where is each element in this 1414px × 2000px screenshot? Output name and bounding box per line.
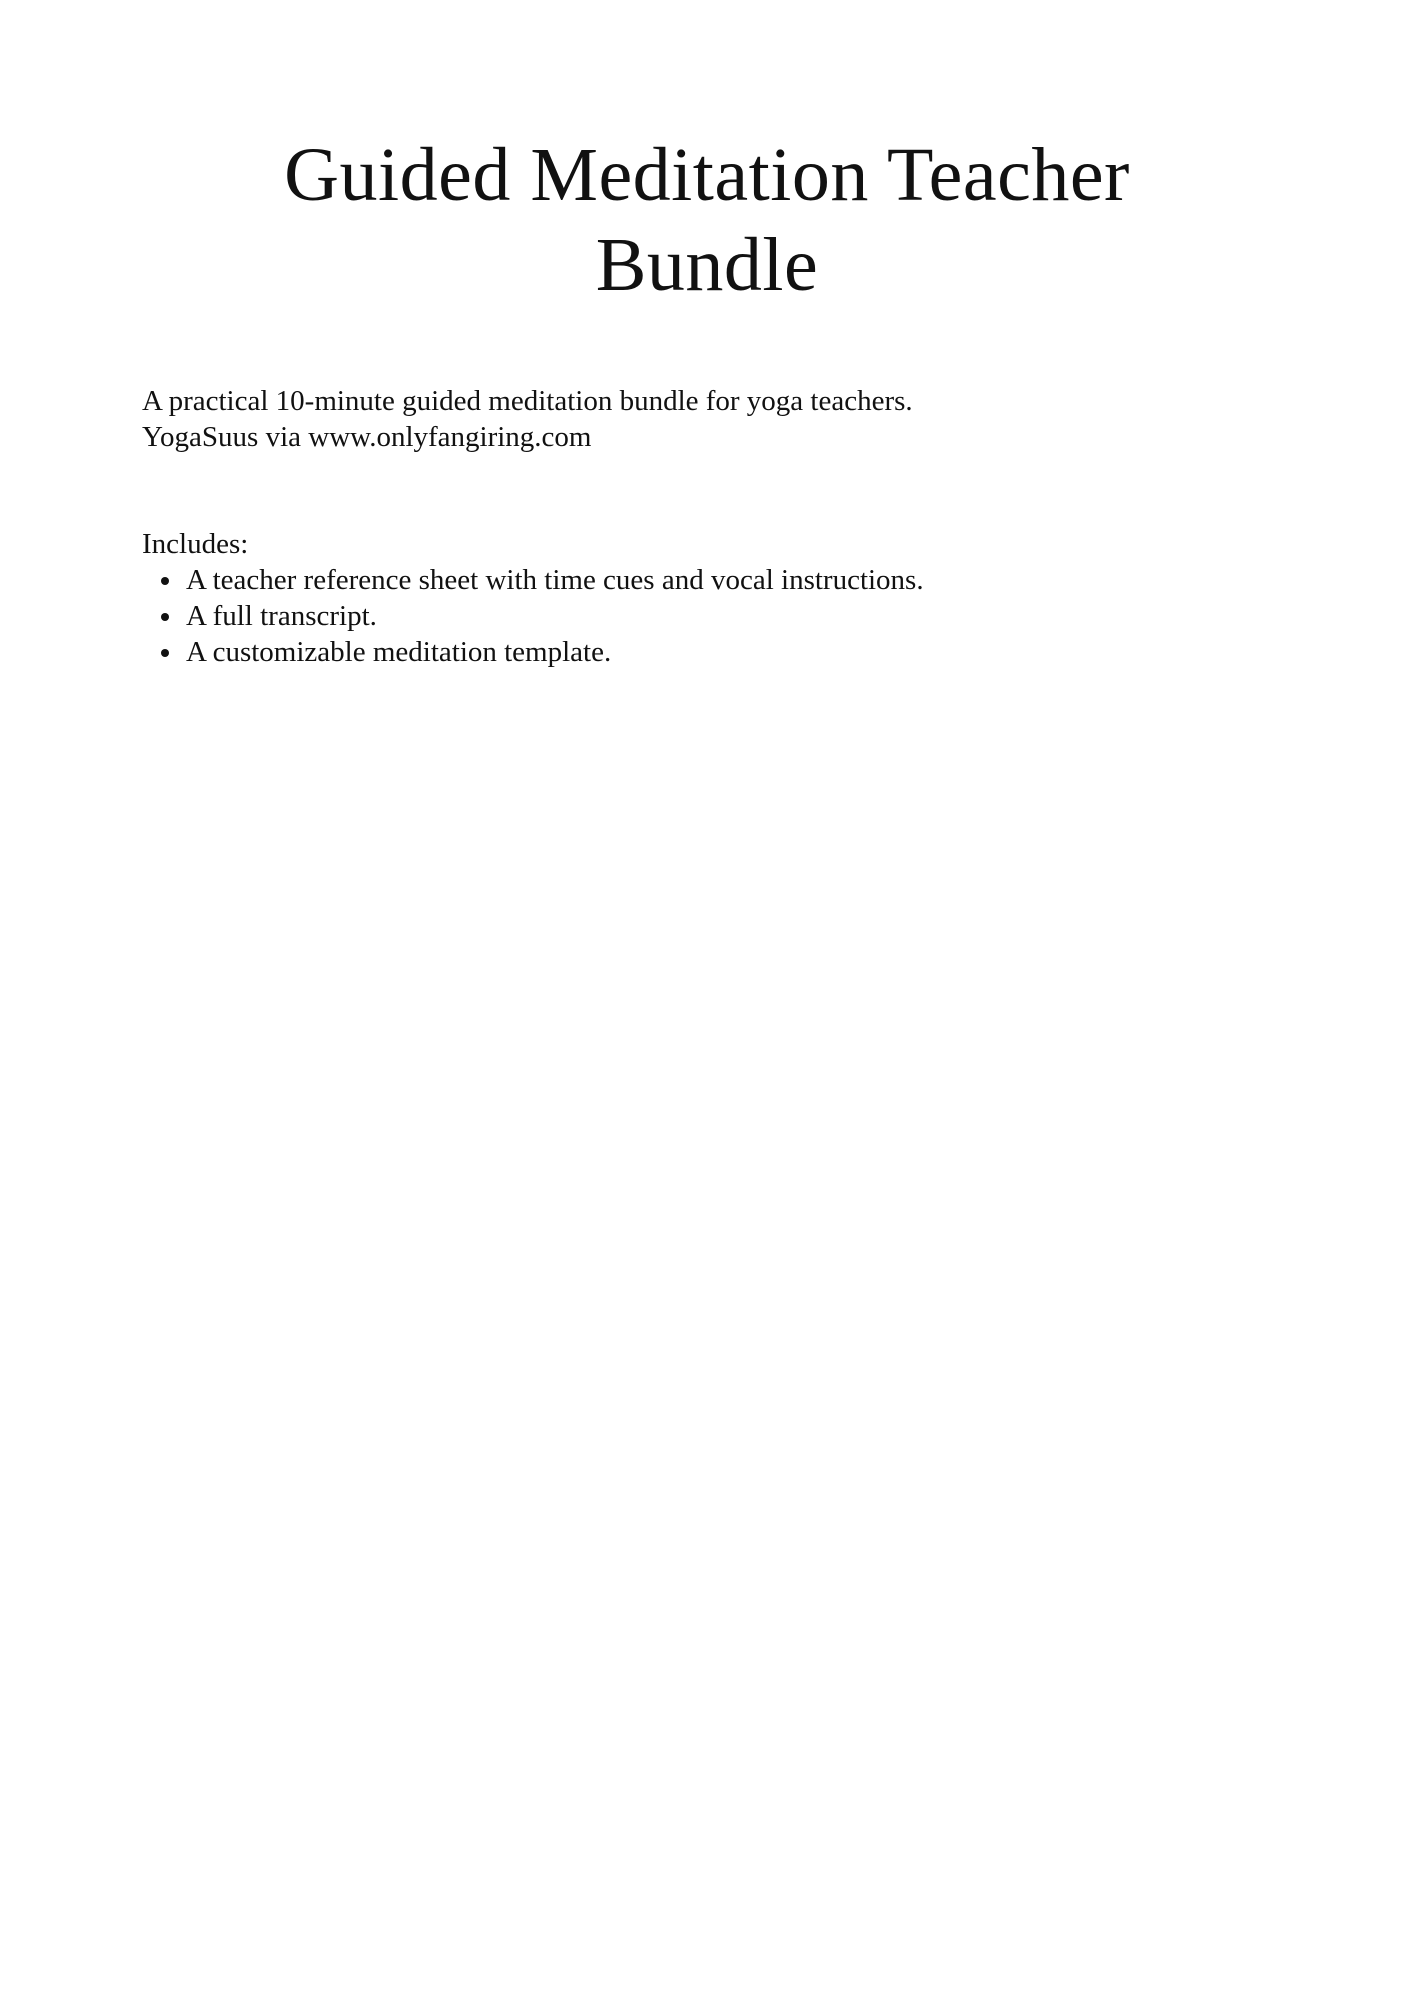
list-item: [186, 634, 1292, 670]
bullet-icon: [161, 613, 169, 621]
page-title: [0, 130, 1414, 310]
bullet-icon: [161, 577, 169, 585]
includes-list: [142, 562, 1292, 670]
includes-section: [142, 526, 1292, 670]
list-item-text: A teacher reference sheet with time cues and vocal instructions.: [186, 564, 924, 596]
list-item: [186, 562, 1292, 598]
list-item: [186, 598, 1292, 634]
list-item-text: A customizable meditation template.: [186, 636, 612, 668]
bullet-icon: [161, 649, 169, 657]
title-line-2: Bundle: [595, 223, 819, 307]
list-item-text: A full transcript.: [186, 600, 377, 632]
intro-attribution: YogaSuus via www.onlyfangiring.com: [142, 421, 592, 453]
title-line-1: Guided Meditation Teacher: [284, 133, 1130, 217]
intro-description: A practical 10-minute guided meditation bundle for yoga teachers.: [142, 385, 913, 417]
includes-label: Includes:: [142, 528, 249, 560]
intro-paragraph: [142, 383, 1292, 455]
